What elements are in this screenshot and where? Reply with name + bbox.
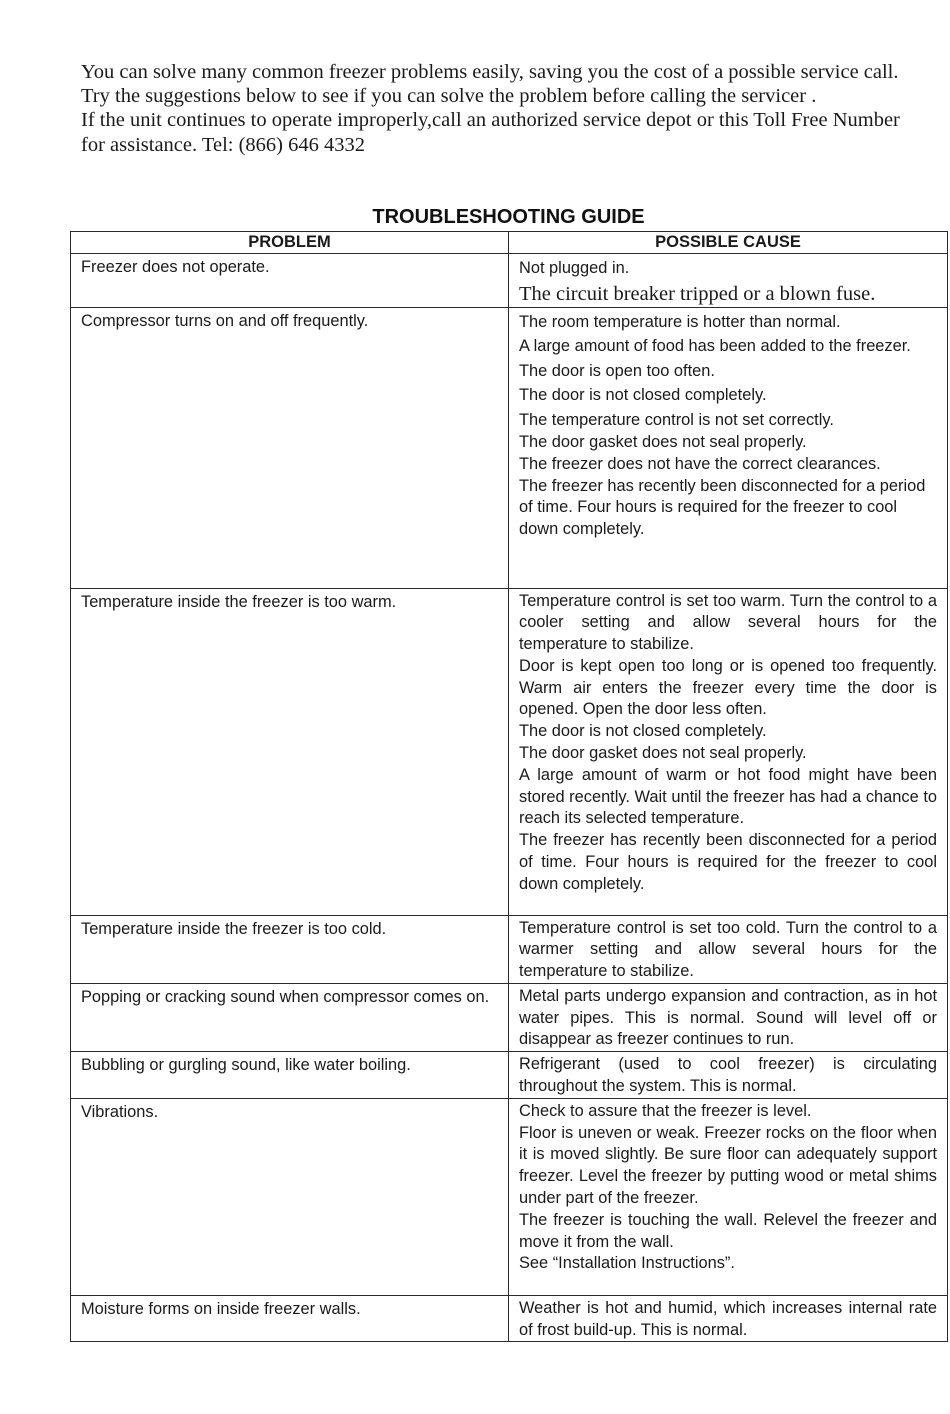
cause-text: The freezer has recently been disconnected for a period of time. Four hours is required for the freezer to cool down completely. [519, 831, 937, 893]
cause-text: The freezer is touching the wall. Relevel the freezer and move it from the wall. [519, 1210, 937, 1251]
problem-text: Temperature inside the freezer is too cold. [81, 919, 387, 938]
problem-cell [71, 983, 509, 1051]
problem-cell [71, 588, 509, 915]
table-row [71, 1098, 948, 1295]
problem-cell [71, 915, 509, 983]
cause-text: A large amount of warm or hot food might have been stored recently. Wait until the freezer has had a chance to reach its selected temperature. [519, 765, 937, 828]
problem-cell [71, 254, 509, 308]
cause-text: See “Installation Instructions”. [519, 1254, 735, 1273]
cause-text: Metal parts undergo expansion and contraction, as in hot water pipes. This is normal. Sound will level off or disappear as freezer continues to run. [519, 986, 937, 1049]
header-problem: PROBLEM [71, 232, 509, 254]
problem-text: Temperature inside the freezer is too warm. [81, 592, 397, 611]
problem-cell [71, 1295, 509, 1342]
cause-text: The door is not closed completely. [519, 386, 767, 404]
table-row [71, 307, 948, 588]
cause-text: Check to assure that the freezer is level. [519, 1101, 812, 1120]
cause-text: Floor is uneven or weak. Freezer rocks on the floor when it is moved slightly. Be sure floor can adequately support freezer. Level the freezer by putting wood or metal shims under part of the freezer. [519, 1123, 937, 1208]
cause-cell [509, 307, 948, 588]
cause-cell [509, 588, 948, 915]
cause-text: Refrigerant (used to cool freezer) is circulating throughout the system. This is normal. [519, 1055, 937, 1096]
table-row [71, 983, 948, 1051]
cause-cell [509, 1295, 948, 1342]
cause-cell [509, 915, 948, 983]
table-row [71, 915, 948, 983]
table-row [71, 1295, 948, 1342]
cause-text: The door is open too often. [519, 361, 715, 380]
intro-text [81, 60, 901, 157]
cause-cell [509, 1052, 948, 1099]
cause-text: The freezer has recently been disconnected for a period of time. Four hours is required for the freezer to cool down completely. [519, 476, 926, 539]
problem-text: Popping or cracking sound when compressor comes on. [81, 987, 490, 1006]
cause-text: Weather is hot and humid, which increases internal rate of frost build-up. This is normal. [519, 1298, 937, 1339]
troubleshooting-table [70, 231, 948, 1342]
intro-paragraph: You can solve many common freezer problems easily, saving you the cost of a possible service call. Try the suggestions below to see if you can solve the problem before calling the servicer . [81, 61, 899, 108]
problem-cell [71, 1098, 509, 1295]
table-row [71, 254, 948, 308]
cause-text: The door gasket does not seal properly. [519, 433, 807, 451]
problem-text: Compressor turns on and off frequently. [81, 311, 369, 330]
intro-paragraph-contact: If the unit continues to operate improperly,call an authorized service depot or this Toll Free Number for assistance. Tel: (866) 646 4332 [81, 109, 900, 156]
table-header-row [71, 232, 948, 254]
cause-text: Temperature control is set too cold. Turn the control to a warmer setting and allow several hours for the temperature to stabilize. [519, 918, 937, 981]
problem-cell [71, 307, 509, 588]
cause-text: The door gasket does not seal properly. [519, 744, 807, 763]
cause-text: The circuit breaker tripped or a blown fuse. [519, 282, 876, 305]
guide-title: TROUBLESHOOTING GUIDE [372, 206, 645, 228]
cause-cell [509, 254, 948, 308]
cause-text: A large amount of food has been added to the freezer. [519, 337, 911, 355]
table-row [71, 1052, 948, 1099]
problem-text: Bubbling or gurgling sound, like water boiling. [81, 1056, 411, 1075]
cause-text: The room temperature is hotter than normal. [519, 312, 841, 331]
cause-text: The temperature control is not set correctly. [519, 410, 834, 429]
problem-text: Freezer does not operate. [81, 258, 270, 276]
cause-text: The door is not closed completely. [519, 722, 767, 741]
table-row [71, 588, 948, 915]
cause-cell [509, 1098, 948, 1295]
cause-text: Not plugged in. [519, 259, 630, 277]
cause-cell [509, 983, 948, 1051]
problem-cell [71, 1052, 509, 1099]
cause-text: Temperature control is set too warm. Turn the control to a cooler setting and allow several hours for the temperature to stabilize. [519, 591, 937, 654]
header-possible-cause: POSSIBLE CAUSE [509, 232, 948, 254]
problem-text: Moisture forms on inside freezer walls. [81, 1299, 361, 1318]
problem-text: Vibrations. [81, 1102, 159, 1121]
cause-text: The freezer does not have the correct clearances. [519, 454, 881, 473]
cause-text: Door is kept open too long or is opened too frequently. Warm air enters the freezer every time the door is opened. Open the door less often. [519, 656, 937, 719]
